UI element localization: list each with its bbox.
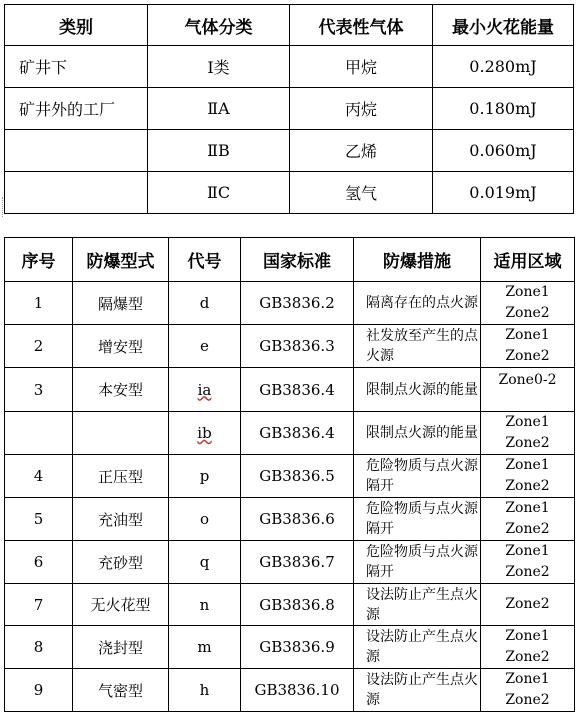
zone-value: Zone2 (505, 305, 550, 321)
gas-classification-table (4, 4, 574, 214)
gas-class-cell: ⅡB (148, 130, 290, 172)
seq-cell: 8 (5, 626, 73, 669)
measure-cell: 设法防止产生点火源 (354, 669, 481, 712)
zone-cell (481, 541, 575, 584)
zone-value: Zone1 (505, 457, 550, 473)
category-cell (5, 130, 148, 172)
measure-cell: 限制点火源的能量 (354, 412, 481, 455)
code-cell: h (169, 669, 241, 712)
zone-value: Zone2 (505, 649, 550, 665)
gas-class-cell: ⅡC (148, 172, 290, 214)
zone-value: Zone1 (505, 628, 550, 644)
standard-cell: GB3836.10 (241, 669, 354, 712)
category-cell: 矿井下 (5, 46, 148, 88)
standard-cell: GB3836.7 (241, 541, 354, 584)
measure-cell: 限制点火源的能量 (354, 368, 481, 412)
table-row (5, 172, 574, 214)
gas-class-cell: Ⅰ类 (148, 46, 290, 88)
table-row (5, 325, 575, 368)
energy-cell: 0.060mJ (433, 130, 574, 172)
table-row (5, 498, 575, 541)
standard-cell: GB3836.4 (241, 368, 354, 412)
measure-cell: 危险物质与点火源隔开 (354, 541, 481, 584)
code-cell (169, 368, 241, 412)
code-cell: o (169, 498, 241, 541)
zone-cell (481, 325, 575, 368)
standard-cell: GB3836.3 (241, 325, 354, 368)
type-cell: 气密型 (73, 669, 169, 712)
header-cell: 代号 (169, 238, 241, 282)
zone-value: Zone1 (505, 327, 550, 343)
standard-cell: GB3836.4 (241, 412, 354, 455)
zone-value: Zone0-2 (498, 372, 557, 388)
type-cell: 充砂型 (73, 541, 169, 584)
zone-value: Zone1 (505, 284, 550, 300)
code-cell: e (169, 325, 241, 368)
table-row (5, 130, 574, 172)
standard-cell: GB3836.9 (241, 626, 354, 669)
energy-cell: 0.019mJ (433, 172, 574, 214)
gas-cell: 丙烷 (290, 88, 433, 130)
seq-cell: 7 (5, 584, 73, 626)
energy-cell: 0.280mJ (433, 46, 574, 88)
table-row (5, 584, 575, 626)
header-cell: 最小火花能量 (433, 5, 574, 46)
standard-cell: GB3836.5 (241, 455, 354, 498)
zone-cell (481, 368, 575, 412)
zone-cell (481, 455, 575, 498)
header-cell: 序号 (5, 238, 73, 282)
zone-cell (481, 282, 575, 325)
seq-cell: 3 (5, 368, 73, 412)
type-cell: 增安型 (73, 325, 169, 368)
header-cell: 代表性气体 (290, 5, 433, 46)
code-value: ib (197, 424, 212, 442)
zone-value: Zone1 (505, 543, 550, 559)
seq-cell: 9 (5, 669, 73, 712)
gas-cell: 氢气 (290, 172, 433, 214)
header-cell: 气体分类 (148, 5, 290, 46)
header-cell: 国家标准 (241, 238, 354, 282)
standard-cell: GB3836.8 (241, 584, 354, 626)
table-row (5, 282, 575, 325)
gas-class-cell: ⅡA (148, 88, 290, 130)
zone-value: Zone2 (505, 435, 550, 451)
table-row (5, 669, 575, 712)
zone-cell (481, 626, 575, 669)
table-row (5, 368, 575, 412)
type-cell: 本安型 (73, 368, 169, 412)
type-cell: 充油型 (73, 498, 169, 541)
header-cell: 适用区域 (481, 238, 575, 282)
zone-value: Zone2 (505, 478, 550, 494)
zone-value: Zone1 (505, 671, 550, 687)
zone-cell (481, 498, 575, 541)
zone-value: Zone2 (505, 521, 550, 537)
table-header-row (5, 238, 575, 282)
code-cell: p (169, 455, 241, 498)
zone-value: Zone2 (505, 692, 550, 708)
header-cell: 防爆型式 (73, 238, 169, 282)
zone-value: Zone2 (505, 564, 550, 580)
seq-cell: 6 (5, 541, 73, 584)
header-cell: 防爆措施 (354, 238, 481, 282)
zone-value: Zone1 (505, 414, 550, 430)
zone-value: Zone2 (505, 596, 550, 612)
measure-cell: 社发放至产生的点火源 (354, 325, 481, 368)
code-cell: q (169, 541, 241, 584)
seq-cell: 1 (5, 282, 73, 325)
zone-cell (481, 669, 575, 712)
gas-cell: 乙烯 (290, 130, 433, 172)
code-cell: m (169, 626, 241, 669)
code-cell: n (169, 584, 241, 626)
code-value: ia (197, 380, 212, 399)
measure-cell: 设法防止产生点火源 (354, 626, 481, 669)
type-cell: 正压型 (73, 455, 169, 498)
seq-cell (5, 412, 73, 455)
seq-cell: 4 (5, 455, 73, 498)
category-cell: 矿井外的工厂 (5, 88, 148, 130)
table-row (5, 541, 575, 584)
code-cell: d (169, 282, 241, 325)
standard-cell: GB3836.6 (241, 498, 354, 541)
zone-cell (481, 412, 575, 455)
type-cell: 隔爆型 (73, 282, 169, 325)
table-row (5, 88, 574, 130)
table-row (5, 626, 575, 669)
zone-cell (481, 584, 575, 626)
measure-cell: 设法防止产生点火源 (354, 584, 481, 626)
table-row (5, 46, 574, 88)
table-header-row (5, 5, 574, 46)
measure-cell: 危险物质与点火源隔开 (354, 498, 481, 541)
seq-cell: 5 (5, 498, 73, 541)
explosion-proof-table (4, 237, 575, 712)
table-row (5, 455, 575, 498)
zone-value: Zone2 (505, 348, 550, 364)
seq-cell: 2 (5, 325, 73, 368)
zone-value: Zone1 (505, 500, 550, 516)
type-cell: 浇封型 (73, 626, 169, 669)
table-row (5, 412, 575, 455)
standard-cell: GB3836.2 (241, 282, 354, 325)
code-cell (169, 412, 241, 455)
category-cell (5, 172, 148, 214)
measure-cell: 隔离存在的点火源 (354, 282, 481, 325)
type-cell (73, 412, 169, 455)
gas-cell: 甲烷 (290, 46, 433, 88)
dotted-marker (2, 197, 7, 217)
header-cell: 类别 (5, 5, 148, 46)
energy-cell: 0.180mJ (433, 88, 574, 130)
measure-cell: 危险物质与点火源隔开 (354, 455, 481, 498)
type-cell: 无火花型 (73, 584, 169, 626)
